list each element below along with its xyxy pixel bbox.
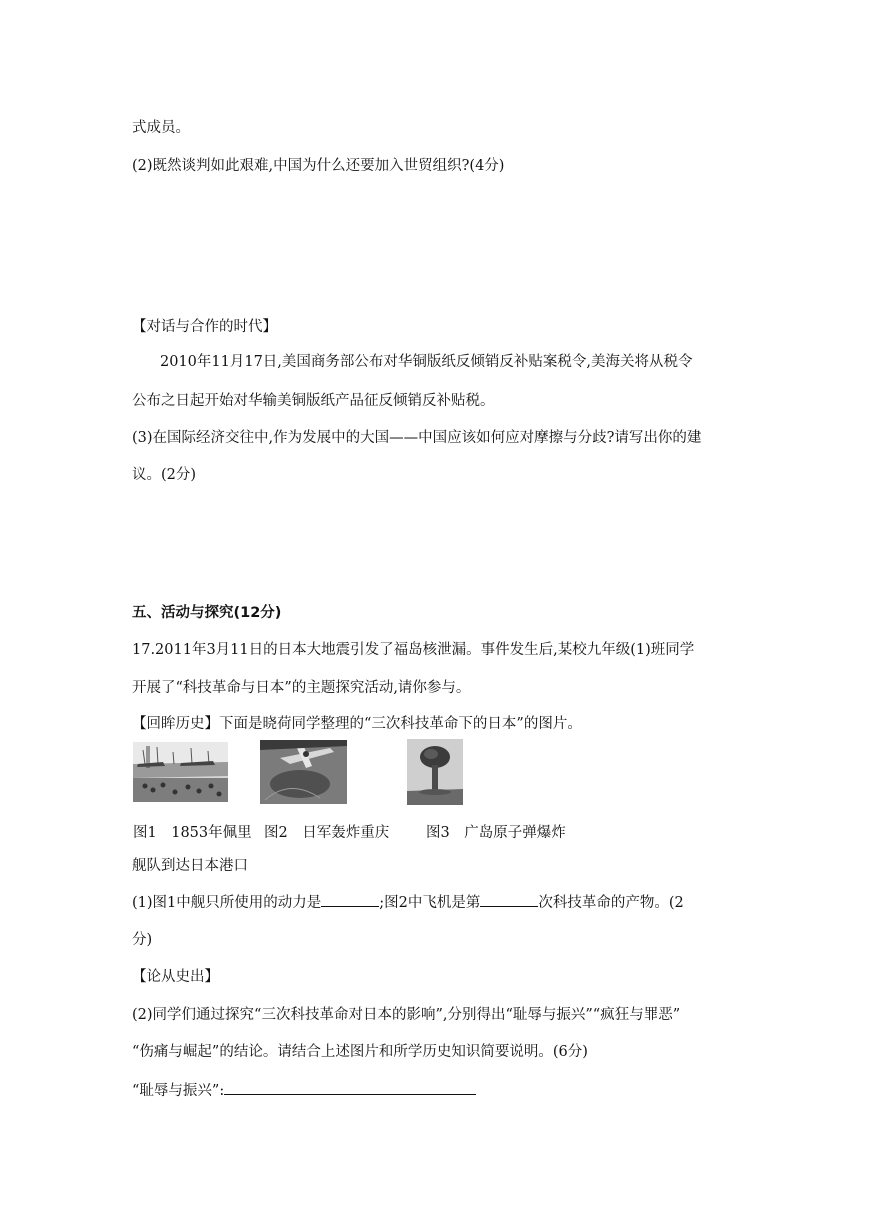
figure-1-image (133, 742, 228, 802)
question-2: (2)既然谈判如此艰难,中国为什么还要加入世贸组织?(4分) (132, 158, 505, 174)
text-line: 式成员。 (132, 120, 190, 136)
question-17: 17.2011年3月11日的日本大地震引发了福岛核泄漏。事件发生后,某校九年级(1)班同学 (132, 642, 695, 658)
figure-3-image (407, 739, 463, 805)
section-heading-dialogue: 【对话与合作的时代】 (132, 319, 277, 335)
q1-part-b: ;图2中飞机是第 (379, 895, 481, 911)
figure-1-caption: 图1 1853年佩里 (133, 825, 252, 841)
answer-blank-shame-revival[interactable] (224, 1080, 476, 1095)
section-heading-argument: 【论从史出】 (132, 969, 219, 985)
figure-1-caption-continued: 舰队到达日本港口 (132, 858, 248, 874)
q1-part-c: 次科技革命的产物。(2 (538, 895, 684, 911)
answer-blank-revolution[interactable] (480, 892, 538, 907)
q1-part-a: (1)图1中舰只所使用的动力是 (132, 895, 322, 911)
figure-2-image (260, 740, 347, 804)
text-line: 开展了“科技革命与日本”的主题探究活动,请你参与。 (132, 680, 471, 696)
answer-line-shame-revival (132, 1080, 476, 1101)
figure-2-caption: 图2 日军轰炸重庆 (264, 825, 390, 841)
question-17-2: (2)同学们通过探究“三次科技革命对日本的影响”,分别得出“耻辱与振兴”“疯狂与罪恶” (132, 1007, 681, 1023)
text-line: 2010年11月17日,美国商务部公布对华铜版纸反倾销反补贴案税令,美海关将从税令 (160, 354, 693, 370)
question-17-1 (132, 892, 684, 913)
text-line: 公布之日起开始对华输美铜版纸产品征反倾销反补贴税。 (132, 393, 495, 409)
answer-blank-power[interactable] (321, 892, 379, 907)
text-line: “伤痛与崛起”的结论。请结合上述图片和所学历史知识简要说明。(6分) (132, 1044, 588, 1060)
question-3: (3)在国际经济交往中,作为发展中的大国——中国应该如何应对摩擦与分歧?请写出你的建 (132, 430, 702, 446)
figure-3-caption: 图3 广岛原子弹爆炸 (426, 825, 566, 841)
text-line: 议。(2分) (132, 467, 197, 483)
review-history-line: 【回眸历史】下面是晓荷同学整理的“三次科技革命下的日本”的图片。 (132, 716, 582, 732)
answer-label: “耻辱与振兴”: (132, 1083, 225, 1099)
section-heading-5: 五、活动与探究(12分) (132, 605, 282, 621)
text-line: 分) (132, 932, 153, 948)
